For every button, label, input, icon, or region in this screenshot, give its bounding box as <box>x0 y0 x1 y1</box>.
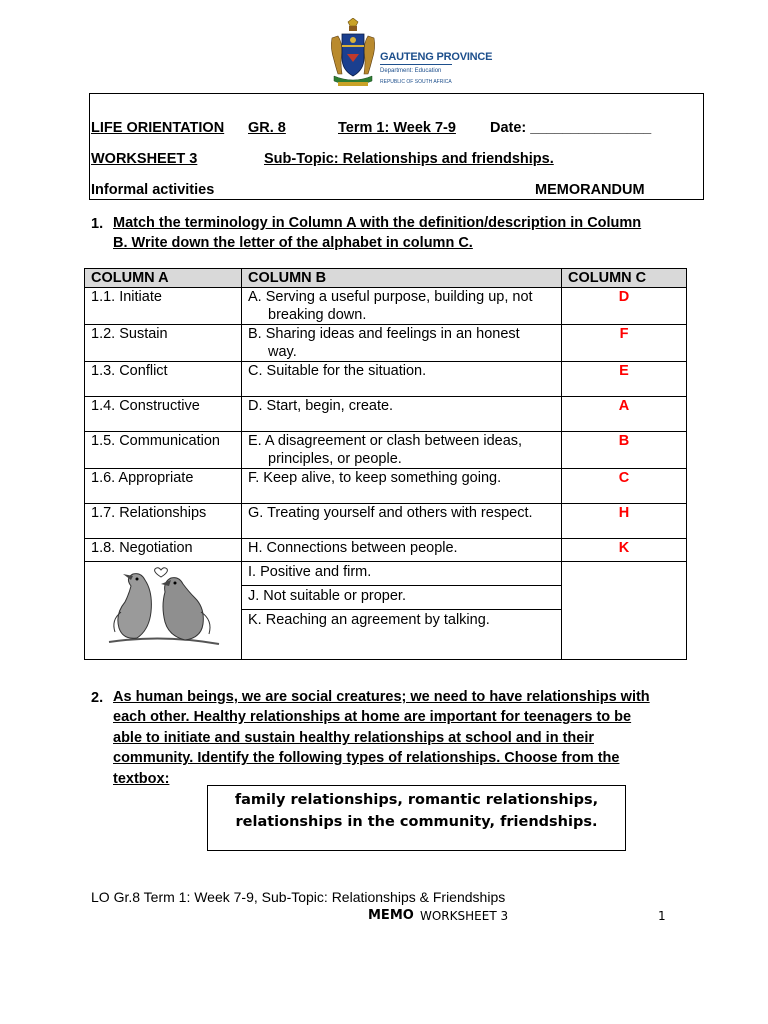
term-cell: 1.4. Constructive <box>85 397 242 432</box>
question-1-line-2: B. Write down the letter of the alphabet in column C. <box>113 235 473 251</box>
definition-cell: H. Connections between people. <box>242 539 562 562</box>
coat-of-arms-icon <box>328 18 378 90</box>
definition-text: A. Serving a useful purpose, building up, not <box>248 289 533 305</box>
question-2-line-2: each other. Healthy relationships at home are important for teenagers to be <box>113 709 632 725</box>
term-label: Term 1: Week 7-9 <box>338 120 456 136</box>
answer-cell: K <box>562 539 687 562</box>
textbox-line-1: family relationships, romantic relationships, <box>234 792 599 808</box>
extra-option-j: J. Not suitable or proper. <box>242 586 561 610</box>
definition-text: B. Sharing ideas and feelings in an honest <box>248 326 520 342</box>
date-field: Date: _______________ <box>490 120 652 136</box>
answer-cell: H <box>562 504 687 539</box>
empty-answer-cell <box>562 562 687 660</box>
table-row <box>85 397 687 432</box>
definition-text-continued: principles, or people. <box>268 451 402 467</box>
subtopic-label: Sub-Topic: Relationships and friendships. <box>264 151 554 167</box>
answer-cell: A <box>562 397 687 432</box>
answer-cell: D <box>562 288 687 325</box>
footer-worksheet-label: WORKSHEET 3 <box>420 909 509 923</box>
extra-option-i: I. Positive and firm. <box>242 562 561 586</box>
footer-text: LO Gr.8 Term 1: Week 7-9, Sub-Topic: Relationships & Friendships <box>91 889 506 905</box>
term-cell: 1.8. Negotiation <box>85 539 242 562</box>
definition-text-continued: way. <box>268 344 297 360</box>
term-cell: 1.3. Conflict <box>85 362 242 397</box>
question-2-line-1: As human beings, we are social creatures; we need to have relationships with <box>113 689 650 705</box>
activity-type-label: Informal activities <box>91 182 215 198</box>
table-row <box>85 288 687 325</box>
worksheet-label: WORKSHEET 3 <box>91 151 198 167</box>
two-birds-illustration-icon <box>103 562 223 654</box>
definition-cell <box>242 325 562 362</box>
table-row <box>85 362 687 397</box>
textbox-line-2: relationships in the community, friendships. <box>235 814 598 830</box>
logo-text <box>380 52 492 88</box>
table-row <box>85 504 687 539</box>
relationship-types-textbox <box>207 785 626 851</box>
definition-cell: D. Start, begin, create. <box>242 397 562 432</box>
term-cell: 1.5. Communication <box>85 432 242 469</box>
column-c-header: COLUMN C <box>562 269 687 288</box>
question-2-line-4: community. Identify the following types of relationships. Choose from the <box>113 750 620 766</box>
memorandum-label: MEMORANDUM <box>535 182 645 198</box>
answer-cell: C <box>562 469 687 504</box>
extra-option-k: K. Reaching an agreement by talking. <box>248 612 490 628</box>
question-1-line-1: Match the terminology in Column A with the definition/description in Column <box>113 215 642 231</box>
term-cell: 1.7. Relationships <box>85 504 242 539</box>
footer-memo-label: MEMO <box>368 908 414 923</box>
definition-cell: F. Keep alive, to keep something going. <box>242 469 562 504</box>
definition-cell <box>242 288 562 325</box>
answer-cell: B <box>562 432 687 469</box>
definition-cell: G. Treating yourself and others with respect. <box>242 504 562 539</box>
page-number: 1 <box>658 909 666 923</box>
definition-cell: C. Suitable for the situation. <box>242 362 562 397</box>
question-2-line-3: able to initiate and sustain healthy relationships at school and in their <box>113 730 594 746</box>
extra-options-cell <box>242 562 562 660</box>
term-cell: 1.1. Initiate <box>85 288 242 325</box>
matching-table <box>84 268 687 660</box>
province-name: GAUTENG PROVINCE <box>380 51 493 63</box>
country-name: REPUBLIC OF SOUTH AFRICA <box>380 79 452 85</box>
table-row <box>85 469 687 504</box>
question-2-number: 2. <box>91 690 104 706</box>
question-2-line-5: textbox: <box>113 771 170 787</box>
table-row <box>85 325 687 362</box>
term-cell: 1.2. Sustain <box>85 325 242 362</box>
table-row <box>85 432 687 469</box>
subject-label: LIFE ORIENTATION <box>91 120 225 136</box>
question-1-number: 1. <box>91 216 104 232</box>
column-b-header: COLUMN B <box>242 269 562 288</box>
table-row-extra-options <box>85 562 687 660</box>
definition-cell <box>242 432 562 469</box>
illustration-cell <box>85 562 242 660</box>
definition-text: E. A disagreement or clash between ideas, <box>248 433 523 449</box>
table-header-row <box>85 269 687 288</box>
definition-text-continued: breaking down. <box>268 307 367 323</box>
grade-label: GR. 8 <box>248 120 286 136</box>
answer-cell: F <box>562 325 687 362</box>
column-a-header: COLUMN A <box>85 269 242 288</box>
table-row <box>85 539 687 562</box>
answer-cell: E <box>562 362 687 397</box>
department-name: Department: Education <box>380 68 442 74</box>
term-cell: 1.6. Appropriate <box>85 469 242 504</box>
